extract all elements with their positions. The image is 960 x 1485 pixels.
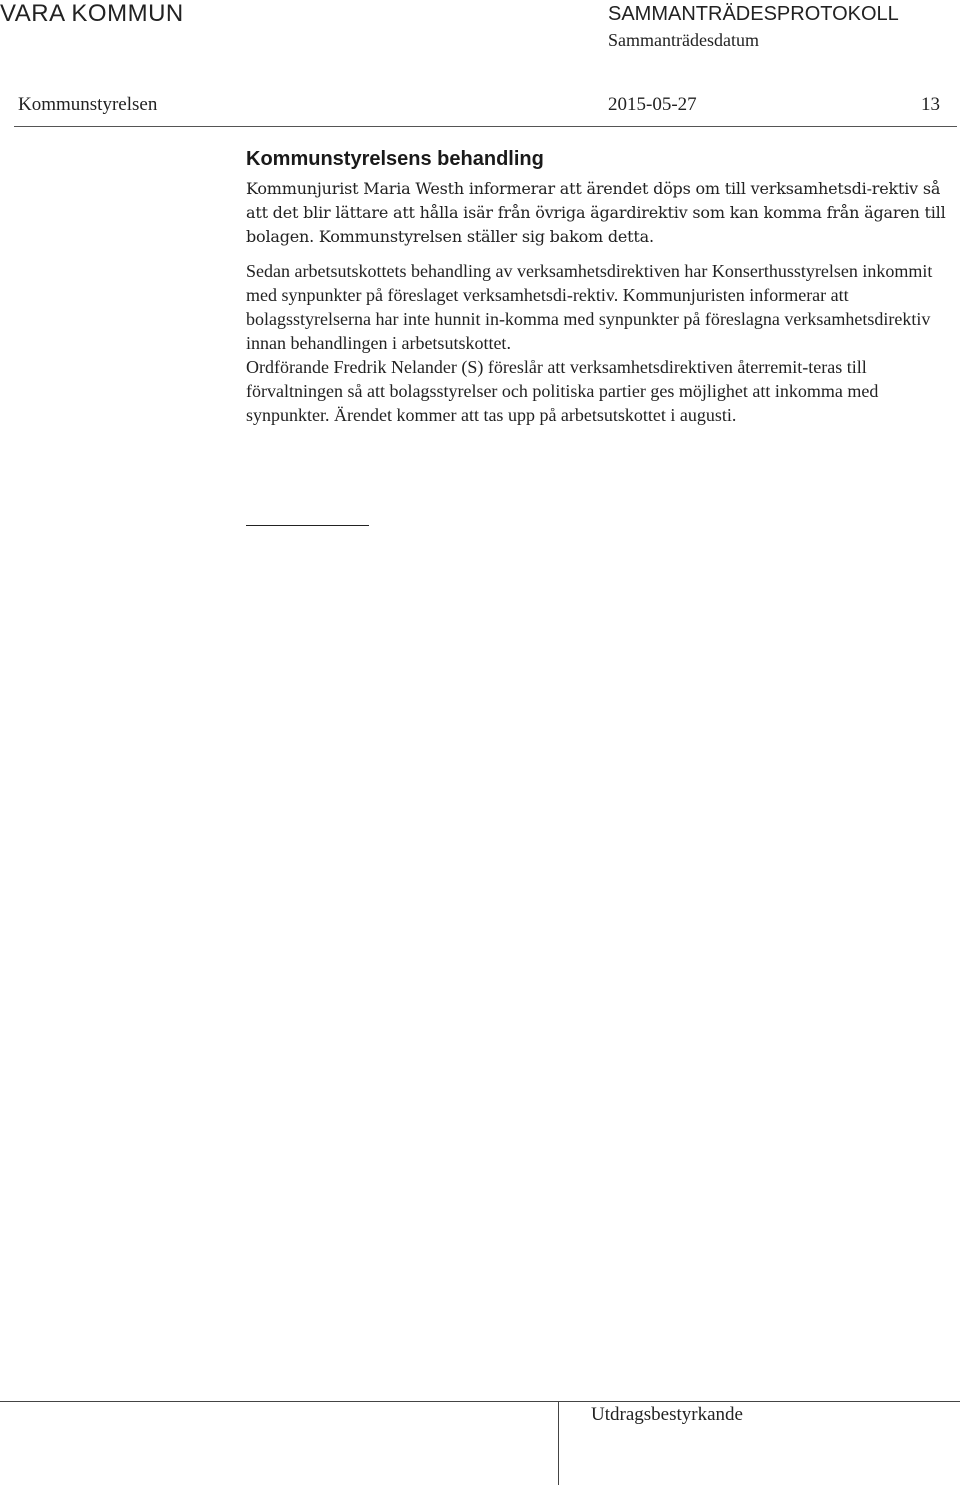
footer-divider (0, 1401, 960, 1402)
section-body (246, 147, 946, 427)
certification-label: Utdragsbestyrkande (591, 1404, 743, 1425)
document-type: SAMMANTRÄDESPROTOKOLL (608, 3, 899, 25)
end-of-section-rule (246, 525, 369, 526)
section-heading: Kommunstyrelsens behandling (246, 148, 544, 170)
page-number: 13 (921, 94, 940, 115)
footer-column-divider (558, 1401, 559, 1485)
committee-name: Kommunstyrelsen (18, 94, 158, 115)
paragraph-2: Sedan arbetsutskottets behandling av verksamhetsdirektiven har Konserthusstyrelsen inkommit med synpunkter på föreslaget verksamhetsdi-rektiv. Kommunjuristen informerar att bolagsstyrelserna har inte hunnit in-komma med synpunkter på föreslagna verksamhetsdirektiv innan behandlingen i arbetsutskottet. (246, 261, 933, 353)
meeting-date: 2015-05-27 (608, 94, 697, 115)
paragraph-3: Ordförande Fredrik Nelander (S) föreslår att verksamhetsdirektiven återremit-teras till förvaltningen så att bolagsstyrelser och politiska partier ges möjlighet att inkomma med synpunkter. Ärendet kommer att tas upp på arbetsutskottet i augusti. (246, 357, 879, 425)
organization-name: VARA KOMMUN (0, 0, 184, 27)
header-divider (14, 126, 957, 127)
date-label: Sammanträdesdatum (608, 30, 759, 50)
paragraph-1: Kommunjurist Maria Westh informerar att ärendet döps om till verksamhetsdi-rektiv så att det blir lättare att hålla isär från övriga ägardirektiv som kan komma från ägaren till bolagen. Kommunstyrelsen ställer sig bakom detta. (246, 179, 946, 246)
